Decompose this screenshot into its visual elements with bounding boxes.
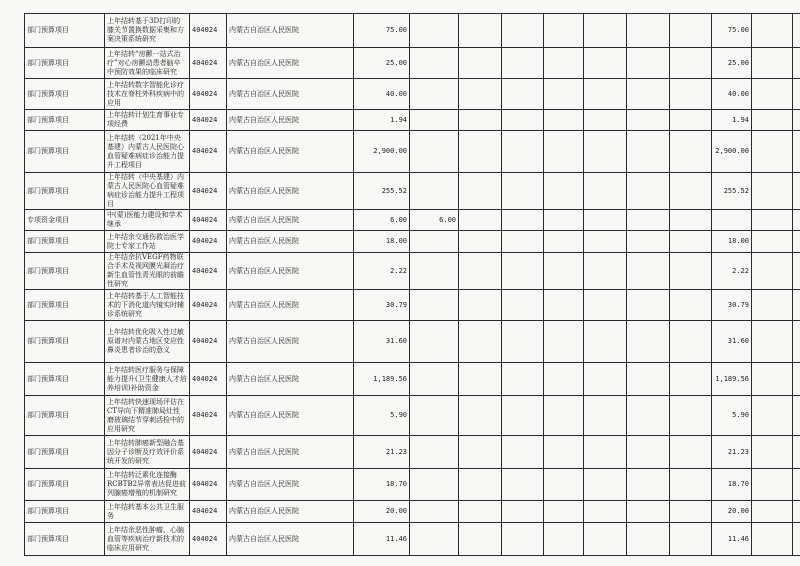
empty-cell <box>459 110 502 131</box>
carryover-amount-cell: 21.23 <box>712 436 752 469</box>
project-name-cell: 上年结转（中央基建）内蒙古人民医院心血管疑难病症诊治能力提升工程项目 <box>105 173 190 210</box>
empty-cell <box>544 290 584 321</box>
empty-cell <box>627 173 670 210</box>
budget-project-table <box>24 13 800 556</box>
carryover-amount-cell: 40.00 <box>712 79 752 110</box>
unit-name-cell: 内蒙古自治区人民医院 <box>227 469 354 501</box>
empty-cell <box>752 396 793 436</box>
empty-cell <box>670 231 712 253</box>
unit-name-cell: 内蒙古自治区人民医院 <box>227 290 354 321</box>
empty-cell <box>752 290 793 321</box>
empty-cell <box>752 253 793 290</box>
special-fund-cell <box>410 469 459 501</box>
table-row <box>25 501 800 523</box>
project-name-cell: 上年结转计划生育事业专项经费 <box>105 110 190 131</box>
empty-cell <box>627 396 670 436</box>
table-row <box>25 469 800 501</box>
unit-name-cell: 内蒙古自治区人民医院 <box>227 231 354 253</box>
carryover-amount-cell: 11.46 <box>712 523 752 556</box>
unit-code-cell: 404024 <box>190 436 227 469</box>
total-amount-cell: 5.90 <box>354 396 410 436</box>
unit-code-cell: 404024 <box>190 523 227 556</box>
empty-cell <box>502 110 544 131</box>
project-type-cell: 部门预算项目 <box>25 501 105 523</box>
empty-cell <box>793 79 800 110</box>
total-amount-cell: 1,189.56 <box>354 363 410 396</box>
table-row <box>25 14 800 48</box>
empty-cell <box>459 321 502 363</box>
empty-cell <box>670 48 712 79</box>
project-type-cell: 部门预算项目 <box>25 290 105 321</box>
project-name-cell: 上年结转快速现场评估在CT导向下精准肺局灶性磨玻璃结节穿刺活检中的应用研究 <box>105 396 190 436</box>
project-name-cell: 上年结转基于人工智能技术的下消化道内镜实时辅诊系统研究 <box>105 290 190 321</box>
unit-code-cell: 404024 <box>190 396 227 436</box>
total-amount-cell: 2,900.00 <box>354 131 410 173</box>
empty-cell <box>627 231 670 253</box>
empty-cell <box>544 14 584 48</box>
carryover-amount-cell: 75.00 <box>712 14 752 48</box>
empty-cell <box>752 173 793 210</box>
unit-name-cell: 内蒙古自治区人民医院 <box>227 436 354 469</box>
table-row <box>25 523 800 556</box>
unit-name-cell: 内蒙古自治区人民医院 <box>227 396 354 436</box>
project-name-cell: 上年结转数字智能化诊疗技术在脊柱外科疾病中的应用 <box>105 79 190 110</box>
empty-cell <box>502 173 544 210</box>
empty-cell <box>670 396 712 436</box>
project-name-cell: 上年结转优化吸入性过敏原谱对内蒙古地区变应性鼻炎患者诊治的意义 <box>105 321 190 363</box>
carryover-amount-cell: 25.00 <box>712 48 752 79</box>
empty-cell <box>752 14 793 48</box>
unit-name-cell: 内蒙古自治区人民医院 <box>227 210 354 231</box>
table-row <box>25 253 800 290</box>
empty-cell <box>793 321 800 363</box>
empty-cell <box>627 290 670 321</box>
empty-cell <box>584 321 627 363</box>
empty-cell <box>752 321 793 363</box>
empty-cell <box>502 436 544 469</box>
empty-cell <box>502 396 544 436</box>
empty-cell <box>544 469 584 501</box>
table-row <box>25 396 800 436</box>
project-name-cell: 上年结余恶性肿瘤、心脑血管等疾病治疗新技术的临床应用研究 <box>105 523 190 556</box>
empty-cell <box>459 523 502 556</box>
empty-cell <box>502 363 544 396</box>
empty-cell <box>459 436 502 469</box>
empty-cell <box>584 173 627 210</box>
project-name-cell: 中(蒙)医能力建设和学术继承 <box>105 210 190 231</box>
table-row <box>25 436 800 469</box>
special-fund-cell <box>410 321 459 363</box>
empty-cell <box>752 79 793 110</box>
project-name-cell: 上年结转基本公共卫生服务 <box>105 501 190 523</box>
empty-cell <box>544 210 584 231</box>
empty-cell <box>502 231 544 253</box>
empty-cell <box>502 253 544 290</box>
empty-cell <box>459 290 502 321</box>
empty-cell <box>627 110 670 131</box>
empty-cell <box>459 79 502 110</box>
empty-cell <box>793 290 800 321</box>
total-amount-cell: 30.79 <box>354 290 410 321</box>
empty-cell <box>793 14 800 48</box>
carryover-amount-cell: 30.79 <box>712 290 752 321</box>
special-fund-cell <box>410 110 459 131</box>
empty-cell <box>793 436 800 469</box>
carryover-amount-cell: 18.70 <box>712 469 752 501</box>
empty-cell <box>544 79 584 110</box>
empty-cell <box>627 523 670 556</box>
empty-cell <box>502 523 544 556</box>
unit-name-cell: 内蒙古自治区人民医院 <box>227 79 354 110</box>
special-fund-cell <box>410 501 459 523</box>
empty-cell <box>544 321 584 363</box>
project-name-cell: 上年结转医疗服务与保障能力提升(卫生健康人才培养培训)补助资金 <box>105 363 190 396</box>
table-row <box>25 48 800 79</box>
empty-cell <box>502 290 544 321</box>
unit-code-cell: 404024 <box>190 231 227 253</box>
table-row <box>25 363 800 396</box>
empty-cell <box>670 110 712 131</box>
project-type-cell: 部门预算项目 <box>25 469 105 501</box>
project-name-cell: 上年结转“房颤一站式治疗”对心房颤动患者脑卒中预防效果的临床研究 <box>105 48 190 79</box>
empty-cell <box>670 290 712 321</box>
unit-name-cell: 内蒙古自治区人民医院 <box>227 14 354 48</box>
empty-cell <box>670 253 712 290</box>
empty-cell <box>670 523 712 556</box>
empty-cell <box>544 436 584 469</box>
project-name-cell: 上年结余抗VEGF药物联合手术及视网膜光凝治疗新生血管性青光眼的前瞻性研究 <box>105 253 190 290</box>
empty-cell <box>670 436 712 469</box>
empty-cell <box>544 501 584 523</box>
empty-cell <box>627 79 670 110</box>
total-amount-cell: 255.52 <box>354 173 410 210</box>
empty-cell <box>793 210 800 231</box>
unit-code-cell: 404024 <box>190 79 227 110</box>
table-row <box>25 110 800 131</box>
empty-cell <box>502 469 544 501</box>
table-row <box>25 290 800 321</box>
table-row <box>25 231 800 253</box>
empty-cell <box>627 14 670 48</box>
empty-cell <box>502 131 544 173</box>
empty-cell <box>627 48 670 79</box>
empty-cell <box>627 363 670 396</box>
empty-cell <box>502 210 544 231</box>
empty-cell <box>459 501 502 523</box>
empty-cell <box>752 110 793 131</box>
empty-cell <box>584 110 627 131</box>
empty-cell <box>627 253 670 290</box>
empty-cell <box>544 231 584 253</box>
total-amount-cell: 21.23 <box>354 436 410 469</box>
empty-cell <box>627 469 670 501</box>
empty-cell <box>793 110 800 131</box>
empty-cell <box>544 110 584 131</box>
empty-cell <box>793 253 800 290</box>
carryover-amount-cell: 1,189.56 <box>712 363 752 396</box>
project-name-cell: 上年结转基于3D打印的膝关节置换数据采集和方案决策系统研究 <box>105 14 190 48</box>
empty-cell <box>627 436 670 469</box>
carryover-amount-cell: 18.00 <box>712 231 752 253</box>
unit-name-cell: 内蒙古自治区人民医院 <box>227 321 354 363</box>
unit-code-cell: 404024 <box>190 253 227 290</box>
total-amount-cell: 18.70 <box>354 469 410 501</box>
unit-name-cell: 内蒙古自治区人民医院 <box>227 110 354 131</box>
special-fund-cell <box>410 396 459 436</box>
table-row <box>25 131 800 173</box>
special-fund-cell <box>410 363 459 396</box>
empty-cell <box>752 501 793 523</box>
empty-cell <box>459 210 502 231</box>
unit-code-cell: 404024 <box>190 501 227 523</box>
empty-cell <box>670 469 712 501</box>
empty-cell <box>544 396 584 436</box>
empty-cell <box>793 131 800 173</box>
empty-cell <box>752 363 793 396</box>
empty-cell <box>627 131 670 173</box>
unit-name-cell: 内蒙古自治区人民医院 <box>227 173 354 210</box>
project-type-cell: 专项资金项目 <box>25 210 105 231</box>
carryover-amount-cell: 5.90 <box>712 396 752 436</box>
empty-cell <box>793 363 800 396</box>
total-amount-cell: 75.00 <box>354 14 410 48</box>
empty-cell <box>459 14 502 48</box>
special-fund-cell <box>410 14 459 48</box>
unit-code-cell: 404024 <box>190 110 227 131</box>
carryover-amount-cell <box>712 210 752 231</box>
table-row <box>25 79 800 110</box>
empty-cell <box>502 79 544 110</box>
unit-code-cell: 404024 <box>190 131 227 173</box>
empty-cell <box>793 396 800 436</box>
empty-cell <box>459 173 502 210</box>
unit-name-cell: 内蒙古自治区人民医院 <box>227 501 354 523</box>
special-fund-cell: 6.00 <box>410 210 459 231</box>
total-amount-cell: 1.94 <box>354 110 410 131</box>
empty-cell <box>459 363 502 396</box>
project-type-cell: 部门预算项目 <box>25 523 105 556</box>
total-amount-cell: 31.60 <box>354 321 410 363</box>
unit-name-cell: 内蒙古自治区人民医院 <box>227 523 354 556</box>
empty-cell <box>793 48 800 79</box>
empty-cell <box>584 131 627 173</box>
special-fund-cell <box>410 523 459 556</box>
carryover-amount-cell: 255.52 <box>712 173 752 210</box>
special-fund-cell <box>410 131 459 173</box>
empty-cell <box>459 253 502 290</box>
project-type-cell: 部门预算项目 <box>25 253 105 290</box>
carryover-amount-cell: 2,900.00 <box>712 131 752 173</box>
empty-cell <box>670 363 712 396</box>
empty-cell <box>793 523 800 556</box>
empty-cell <box>670 501 712 523</box>
empty-cell <box>627 321 670 363</box>
empty-cell <box>752 523 793 556</box>
empty-cell <box>459 469 502 501</box>
carryover-amount-cell: 2.22 <box>712 253 752 290</box>
empty-cell <box>584 363 627 396</box>
project-name-cell: 上年结转肺癌新型融合基因分子诊断及疗效评价系统开发的研究 <box>105 436 190 469</box>
empty-cell <box>752 131 793 173</box>
project-type-cell: 部门预算项目 <box>25 173 105 210</box>
total-amount-cell: 11.46 <box>354 523 410 556</box>
project-type-cell: 部门预算项目 <box>25 131 105 173</box>
empty-cell <box>584 79 627 110</box>
empty-cell <box>670 173 712 210</box>
special-fund-cell <box>410 253 459 290</box>
empty-cell <box>544 363 584 396</box>
empty-cell <box>459 231 502 253</box>
carryover-amount-cell: 1.94 <box>712 110 752 131</box>
empty-cell <box>670 131 712 173</box>
empty-cell <box>670 14 712 48</box>
empty-cell <box>502 321 544 363</box>
empty-cell <box>544 253 584 290</box>
empty-cell <box>584 253 627 290</box>
unit-code-cell: 404024 <box>190 363 227 396</box>
project-name-cell: 上年结转（2021年中央基建）内蒙古人民医院心血管疑难病症诊治能力提升工程项目 <box>105 131 190 173</box>
unit-code-cell: 404024 <box>190 14 227 48</box>
table-row <box>25 210 800 231</box>
empty-cell <box>584 290 627 321</box>
empty-cell <box>459 396 502 436</box>
empty-cell <box>670 79 712 110</box>
total-amount-cell: 6.00 <box>354 210 410 231</box>
carryover-amount-cell: 20.00 <box>712 501 752 523</box>
project-type-cell: 部门预算项目 <box>25 231 105 253</box>
project-type-cell: 部门预算项目 <box>25 396 105 436</box>
project-name-cell: 上年结余交通伤救治医学院士专家工作站 <box>105 231 190 253</box>
project-type-cell: 部门预算项目 <box>25 14 105 48</box>
empty-cell <box>502 501 544 523</box>
project-type-cell: 部门预算项目 <box>25 436 105 469</box>
total-amount-cell: 2.22 <box>354 253 410 290</box>
empty-cell <box>752 469 793 501</box>
empty-cell <box>584 436 627 469</box>
table-row <box>25 173 800 210</box>
special-fund-cell <box>410 48 459 79</box>
project-name-cell: 上年结转泛素化连接酶RCBTB2异常表达促进前列腺癌增殖的机制研究 <box>105 469 190 501</box>
special-fund-cell <box>410 173 459 210</box>
empty-cell <box>670 210 712 231</box>
empty-cell <box>752 210 793 231</box>
total-amount-cell: 25.00 <box>354 48 410 79</box>
project-type-cell: 部门预算项目 <box>25 79 105 110</box>
project-type-cell: 部门预算项目 <box>25 110 105 131</box>
table-row <box>25 321 800 363</box>
total-amount-cell: 18.00 <box>354 231 410 253</box>
special-fund-cell <box>410 290 459 321</box>
empty-cell <box>502 48 544 79</box>
empty-cell <box>544 523 584 556</box>
unit-name-cell: 内蒙古自治区人民医院 <box>227 363 354 396</box>
unit-code-cell: 404024 <box>190 210 227 231</box>
empty-cell <box>670 321 712 363</box>
total-amount-cell: 40.00 <box>354 79 410 110</box>
empty-cell <box>793 173 800 210</box>
empty-cell <box>752 48 793 79</box>
empty-cell <box>584 501 627 523</box>
project-type-cell: 部门预算项目 <box>25 321 105 363</box>
empty-cell <box>752 231 793 253</box>
total-amount-cell: 20.00 <box>354 501 410 523</box>
empty-cell <box>793 231 800 253</box>
empty-cell <box>793 469 800 501</box>
empty-cell <box>584 469 627 501</box>
empty-cell <box>502 14 544 48</box>
special-fund-cell <box>410 436 459 469</box>
unit-name-cell: 内蒙古自治区人民医院 <box>227 131 354 173</box>
empty-cell <box>544 131 584 173</box>
project-type-cell: 部门预算项目 <box>25 363 105 396</box>
unit-code-cell: 404024 <box>190 321 227 363</box>
empty-cell <box>544 48 584 79</box>
empty-cell <box>793 501 800 523</box>
unit-code-cell: 404024 <box>190 469 227 501</box>
empty-cell <box>584 396 627 436</box>
unit-code-cell: 404024 <box>190 290 227 321</box>
empty-cell <box>584 231 627 253</box>
special-fund-cell <box>410 231 459 253</box>
empty-cell <box>459 131 502 173</box>
carryover-amount-cell: 31.60 <box>712 321 752 363</box>
empty-cell <box>627 210 670 231</box>
empty-cell <box>584 48 627 79</box>
special-fund-cell <box>410 79 459 110</box>
unit-code-cell: 404024 <box>190 48 227 79</box>
empty-cell <box>459 48 502 79</box>
project-type-cell: 部门预算项目 <box>25 48 105 79</box>
unit-name-cell: 内蒙古自治区人民医院 <box>227 253 354 290</box>
unit-name-cell: 内蒙古自治区人民医院 <box>227 48 354 79</box>
unit-code-cell: 404024 <box>190 173 227 210</box>
empty-cell <box>584 210 627 231</box>
empty-cell <box>584 523 627 556</box>
empty-cell <box>627 501 670 523</box>
empty-cell <box>752 436 793 469</box>
empty-cell <box>544 173 584 210</box>
empty-cell <box>584 14 627 48</box>
